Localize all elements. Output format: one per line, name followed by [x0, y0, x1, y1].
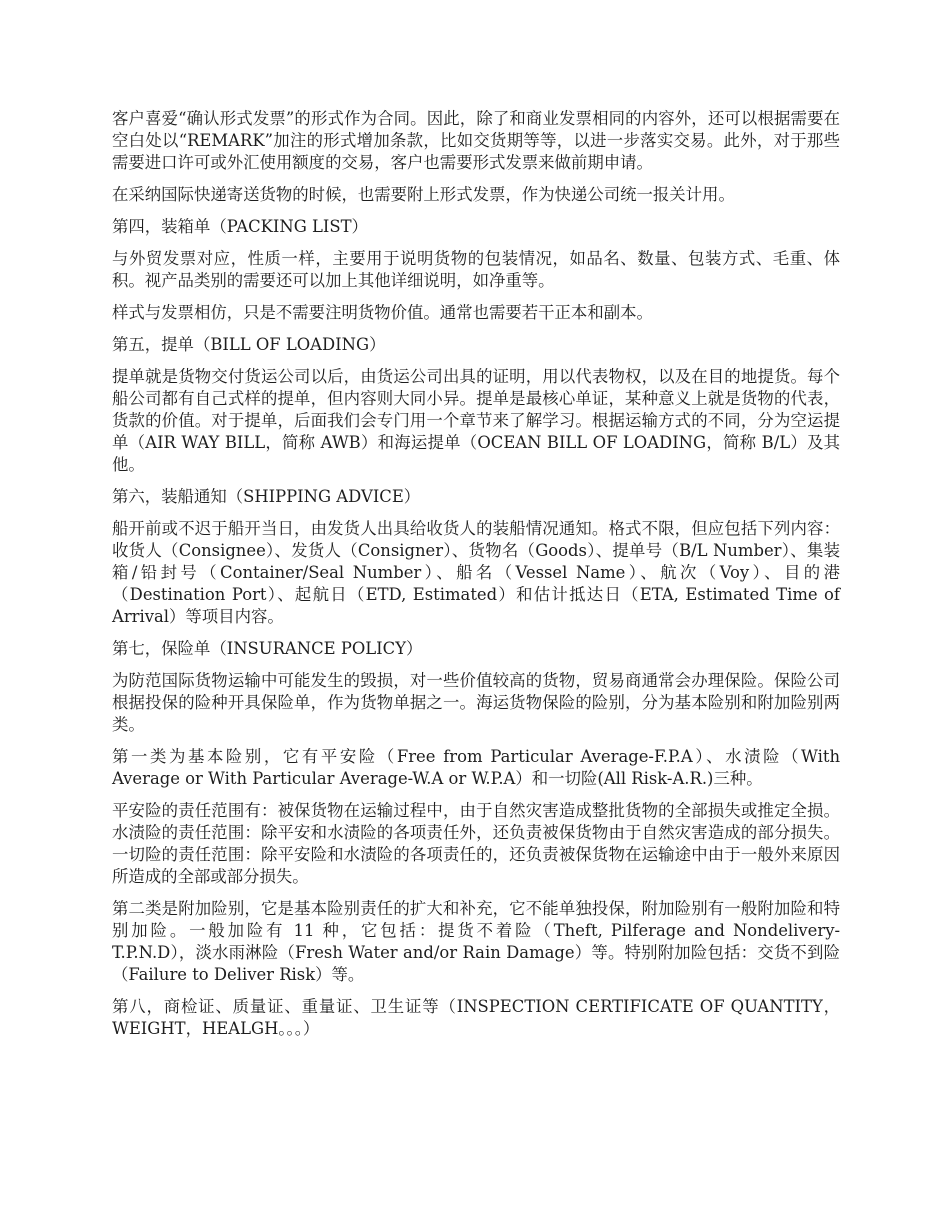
paragraph-proforma-contract: 客户喜爱“确认形式发票”的形式作为合同。因此，除了和商业发票相同的内容外，还可以根据需要在空白处以“REMARK”加注的形式增加条款，比如交货期等等，以进一步落实交易。此外，对于那些需要进口许可或外汇使用额度的交易，客户也需要形式发票来做前期申请。 — [112, 109, 840, 172]
heading-bill-of-loading: 第五，提单（BILL OF LOADING） — [112, 335, 386, 354]
paragraph-insurance-intro: 为防范国际货物运输中可能发生的毁损，对一些价值较高的货物，贸易商通常会办理保险。保险公司根据投保的险种开具保险单，作为货物单据之一。海运货物保险的险别，分为基本险别和附加险别两类。 — [112, 671, 840, 734]
heading-shipping-advice: 第六，装船通知（SHIPPING ADVICE） — [112, 487, 421, 506]
heading-inspection-certificate: 第八，商检证、质量证、重量证、卫生证等（INSPECTION CERTIFICATE OF QUANTITY，WEIGHT，HEALGH。。。） — [112, 997, 840, 1038]
paragraph-coverage-scope: 平安险的责任范围有：被保货物在运输过程中，由于自然灾害造成整批货物的全部损失或推定全损。水渍险的责任范围：除平安和水渍险的各项责任外，还负责被保货物由于自然灾害造成的部分损失。一切险的责任范围：除平安险和水渍险的各项责任的，还负责被保货物在运输途中由于一般外来原因所造成的全部或部分损失。 — [112, 801, 840, 886]
heading-packing-list: 第四，装箱单（PACKING LIST） — [112, 217, 368, 236]
paragraph-shipping-advice-desc: 船开前或不迟于船开当日，由发货人出具给收货人的装船情况通知。格式不限，但应包括下列内容：收货人（Consignee）、发货人（Consigner）、货物名（Goods）、提单号（B/L Number）、集装箱/铅封号（Container/Seal Number）、船名（Vessel Name）、航次（Voy）、目的港（Destination Port）、起航日（ETD, Estimated）和估计抵达日（ETA, Estimated Time of Arrival）等项目内容。 — [112, 519, 840, 626]
document-page — [112, 108, 840, 1050]
heading-insurance-policy: 第七，保险单（INSURANCE POLICY） — [112, 639, 423, 658]
paragraph-bill-of-loading-desc: 提单就是货物交付货运公司以后，由货运公司出具的证明，用以代表物权，以及在目的地提货。每个船公司都有自己式样的提单，但内容则大同小异。提单是最核心单证，某种意义上就是货物的代表，货款的价值。对于提单，后面我们会专门用一个章节来了解学习。根据运输方式的不同，分为空运提单（AIR WAY BILL，简称 AWB）和海运提单（OCEAN BILL OF LOADING，简称 B/L）及其他。 — [112, 367, 840, 474]
paragraph-additional-coverage: 第二类是附加险别，它是基本险别责任的扩大和补充，它不能单独投保，附加险别有一般附加险和特别加险。一般加险有 11 种，它包括：提货不着险（Theft, Pilferage and Nondelivery-T.P.N.D），淡水雨淋险（Fresh Water and/or Rain Damage）等。特别附加险包括：交货不到险（Failure to Deliver Risk）等。 — [112, 899, 840, 984]
paragraph-express-customs: 在采纳国际快递寄送货物的时候，也需要附上形式发票，作为快递公司统一报关计用。 — [112, 185, 735, 204]
paragraph-basic-coverage: 第一类为基本险别，它有平安险（Free from Particular Average-F.P.A）、水渍险（With Average or With Particular Average-W.A or W.P.A）和一切险(All Risk-A.R.)三种。 — [112, 747, 840, 788]
paragraph-packing-list-format: 样式与发票相仿，只是不需要注明货物价值。通常也需要若干正本和副本。 — [112, 303, 653, 322]
paragraph-packing-list-desc: 与外贸发票对应，性质一样，主要用于说明货物的包装情况，如品名、数量、包装方式、毛重、体积。视产品类别的需要还可以加上其他详细说明，如净重等。 — [112, 249, 840, 290]
